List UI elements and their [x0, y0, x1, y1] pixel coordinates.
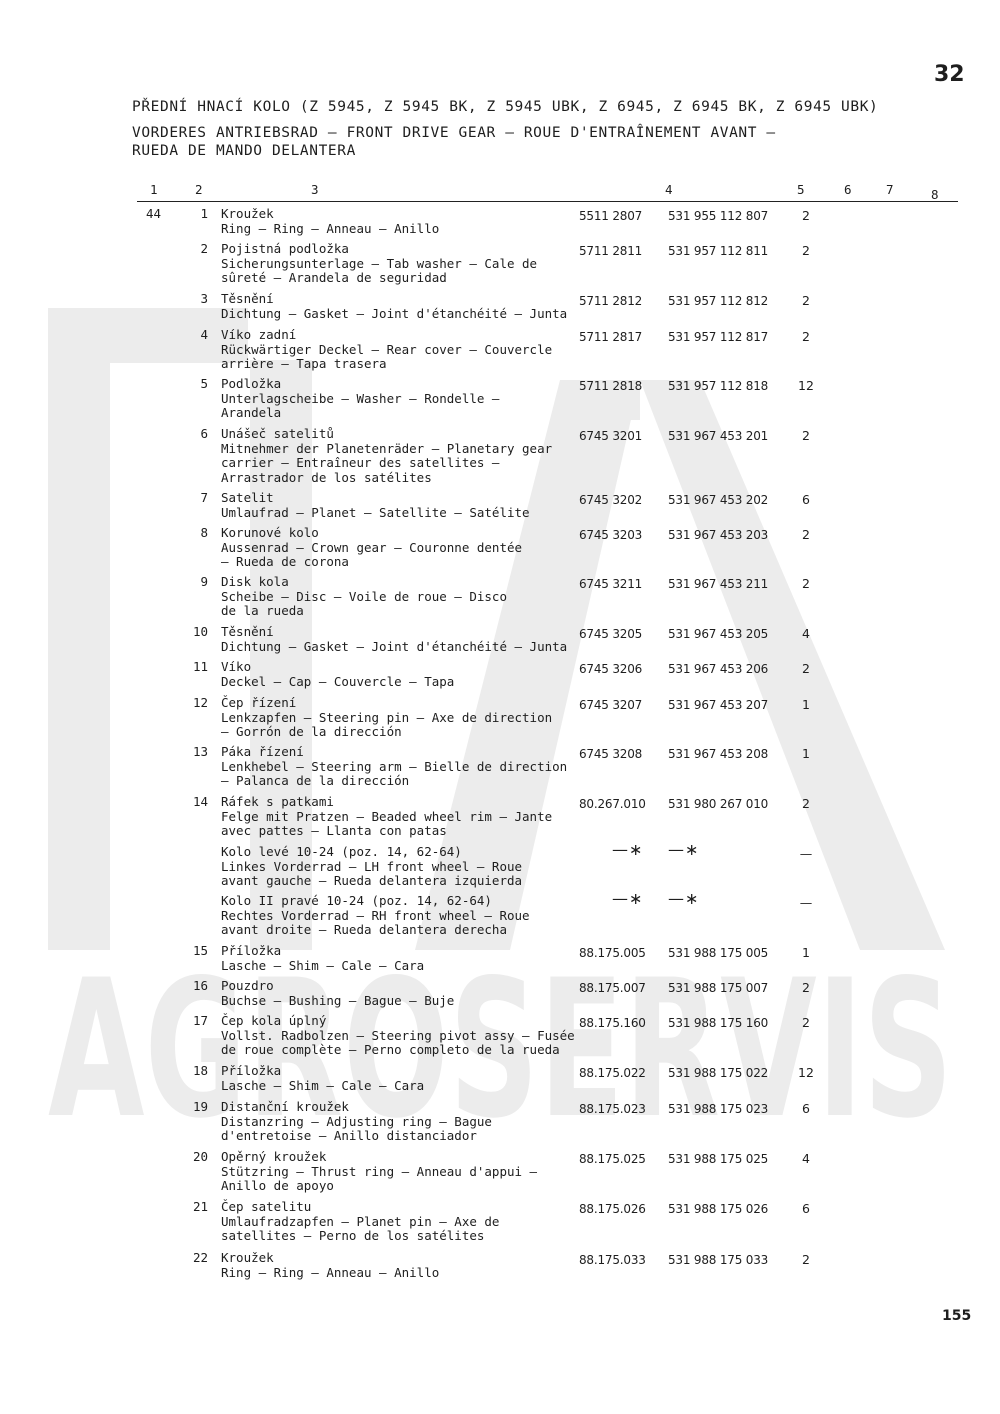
part-description-line: Opěrný kroužek: [221, 1149, 327, 1164]
part-description: [221, 207, 573, 236]
part-description-line: Ring — Ring — Anneau — Anillo: [221, 1264, 440, 1280]
part-position: 12: [192, 695, 208, 710]
part-description: [221, 1014, 573, 1058]
part-code: 5711 2818: [579, 379, 643, 393]
part-description-line: Víko: [221, 659, 252, 674]
part-quantity: 12: [798, 1065, 814, 1080]
part-description: [221, 696, 573, 740]
part-description-line: Unterlagscheibe — Washer — Rondelle —: [221, 390, 500, 406]
part-description-line: Čep řízení: [221, 695, 297, 710]
part-description-line: Dichtung — Gasket — Joint d'étanchéité — Junta: [221, 305, 568, 321]
part-description-line: — Gorrón de la dirección: [221, 724, 402, 739]
part-description-line: Rückwärtiger Deckel — Rear cover — Couvercle: [221, 341, 553, 357]
part-description-line: Příložka: [221, 943, 282, 958]
part-description: [221, 328, 573, 372]
part-code: 6745 3203: [579, 528, 643, 542]
part-description: [221, 894, 573, 938]
part-position: 13: [192, 744, 208, 759]
column-header-3: 3: [311, 182, 319, 197]
part-position: 17: [192, 1013, 208, 1028]
part-description-line: Mitnehmer der Planetenräder — Planetary gear: [221, 440, 553, 456]
part-position: 19: [192, 1099, 208, 1114]
part-description-line: Unášeč satelitů: [221, 426, 334, 441]
part-description-line: Lenkhebel — Steering arm — Bielle de direction: [221, 758, 568, 774]
part-catalog-number: 531 988 175 160: [668, 1016, 769, 1030]
part-description: [221, 1200, 573, 1244]
part-description-line: Podložka: [221, 376, 282, 391]
watermark-text: AGROSERVIS: [48, 939, 953, 1160]
part-catalog-number: 531 988 175 025: [668, 1152, 769, 1166]
part-position: 16: [192, 978, 208, 993]
part-position: 9: [200, 574, 208, 589]
part-description: [221, 1251, 573, 1280]
part-position: 11: [192, 659, 208, 674]
part-quantity: 2: [802, 1015, 810, 1030]
part-description: [221, 845, 573, 889]
part-description-line: Lenkzapfen — Steering pin — Axe de direction: [221, 709, 553, 725]
part-catalog-number: 531 988 175 005: [668, 946, 769, 960]
part-description: [221, 427, 573, 485]
part-description-line: arrière — Tapa trasera: [221, 356, 387, 371]
part-description-line: Dichtung — Gasket — Joint d'étanchéité — Junta: [221, 638, 568, 654]
part-description-line: Lasche — Shim — Cale — Cara: [221, 1077, 425, 1093]
part-code: 88.175.026: [579, 1202, 646, 1216]
column-header-5: 5: [797, 182, 805, 197]
part-catalog-number: 531 967 453 205: [668, 627, 769, 641]
footer-page-number: 155: [942, 1308, 972, 1324]
part-code: 6745 3206: [579, 662, 643, 676]
part-code: 88.175.022: [579, 1066, 646, 1080]
part-code: 6745 3208: [579, 747, 643, 761]
part-description-line: avec pattes — Llanta con patas: [221, 823, 447, 838]
part-description-line: Těsnění: [221, 291, 274, 306]
part-quantity: 6: [802, 1101, 810, 1116]
part-description-line: sûreté — Arandela de seguridad: [221, 270, 447, 285]
part-code: 88.175.033: [579, 1253, 646, 1267]
part-code: 80.267.010: [579, 797, 646, 811]
part-code: 6745 3211: [579, 577, 643, 591]
column-header-1: 1: [150, 182, 158, 197]
part-description-line: avant gauche — Rueda delantera izquierda: [221, 873, 523, 888]
part-description-line: Rechtes Vorderrad — RH front wheel — Roue: [221, 907, 530, 923]
part-description: [221, 625, 573, 654]
part-quantity: 2: [802, 208, 810, 223]
group-number: 44: [146, 206, 162, 221]
header-rule: [137, 201, 958, 202]
part-code: 5511 2807: [579, 209, 643, 223]
part-catalog-number: —∗: [668, 889, 700, 908]
part-quantity: 6: [802, 1201, 810, 1216]
part-description-line: Těsnění: [221, 624, 274, 639]
part-description-line: Čep kola úplný: [221, 1013, 327, 1028]
part-description-line: Distanční kroužek: [221, 1099, 349, 1114]
part-position: 8: [200, 525, 208, 540]
part-quantity: 2: [802, 329, 810, 344]
part-description-line: Páka řízení: [221, 744, 304, 759]
part-position: 7: [200, 490, 208, 505]
part-description-line: avant droite — Rueda delantera derecha: [221, 922, 507, 937]
part-description-line: Příložka: [221, 1063, 282, 1078]
title-spanish: RUEDA DE MANDO DELANTERA: [132, 143, 356, 159]
part-position: 6: [200, 426, 208, 441]
part-description-line: Felge mit Pratzen — Beaded wheel rim — Jante: [221, 808, 553, 824]
part-catalog-number: 531 967 453 201: [668, 429, 769, 443]
part-catalog-number: 531 980 267 010: [668, 797, 769, 811]
part-catalog-number: 531 957 112 812: [668, 294, 769, 308]
part-description-line: Kroužek: [221, 206, 274, 221]
part-quantity: 2: [802, 243, 810, 258]
part-position: 4: [200, 327, 208, 342]
part-description: [221, 1064, 573, 1093]
part-description-line: Buchse — Bushing — Bague — Buje: [221, 992, 455, 1008]
part-code: 5711 2817: [579, 330, 643, 344]
part-catalog-number: 531 955 112 807: [668, 209, 769, 223]
part-description-line: Sicherungsunterlage — Tab washer — Cale de: [221, 255, 538, 271]
part-code: 6745 3207: [579, 698, 643, 712]
part-description: [221, 575, 573, 619]
part-description-line: — Palanca de la dirección: [221, 773, 410, 788]
part-catalog-number: 531 988 175 033: [668, 1253, 769, 1267]
part-code: 88.175.007: [579, 981, 646, 995]
part-position: 18: [192, 1063, 208, 1078]
column-header-6: 6: [844, 182, 852, 197]
part-description-line: Deckel — Cap — Couvercle — Tapa: [221, 673, 455, 689]
part-code: —∗: [612, 889, 644, 908]
part-catalog-number: —∗: [668, 840, 700, 859]
part-description-line: Korunové kolo: [221, 525, 319, 540]
part-catalog-number: 531 957 112 811: [668, 244, 769, 258]
part-quantity: 2: [802, 428, 810, 443]
part-description-line: Kroužek: [221, 1250, 274, 1265]
part-catalog-number: 531 967 453 206: [668, 662, 769, 676]
part-description-line: Satelit: [221, 490, 274, 505]
part-description: [221, 1100, 573, 1144]
part-description: [221, 795, 573, 839]
part-description-line: Kolo II pravé 10-24 (poz. 14, 62-64): [221, 893, 492, 908]
part-quantity: 1: [802, 697, 810, 712]
column-header-8: 8: [931, 187, 939, 202]
part-description-line: Ráfek s patkami: [221, 794, 334, 809]
part-description-line: Umlaufradzapfen — Planet pin — Axe de: [221, 1213, 500, 1229]
part-position: 1: [200, 206, 208, 221]
part-description-line: Stützring — Thrust ring — Anneau d'appui —: [221, 1163, 538, 1179]
part-description-line: Linkes Vorderrad — LH front wheel — Roue: [221, 858, 523, 874]
part-description: [221, 979, 573, 1008]
part-description-line: de roue complète — Perno completo de la rueda: [221, 1042, 560, 1057]
part-position: 2: [200, 241, 208, 256]
part-code: 6745 3201: [579, 429, 643, 443]
column-header-2: 2: [195, 182, 203, 197]
part-code: 88.175.025: [579, 1152, 646, 1166]
part-catalog-number: 531 988 175 022: [668, 1066, 769, 1080]
part-code: 5711 2812: [579, 294, 643, 308]
part-quantity: 2: [802, 527, 810, 542]
part-description: [221, 491, 573, 520]
part-description: [221, 660, 573, 689]
part-code: 5711 2811: [579, 244, 643, 258]
part-position: 21: [192, 1199, 208, 1214]
part-description-line: d'entretoise — Anillo distanciador: [221, 1128, 477, 1143]
part-description: [221, 292, 573, 321]
part-description-line: Aussenrad — Crown gear — Couronne dentée: [221, 539, 523, 555]
part-quantity: 2: [802, 576, 810, 591]
part-description-line: Arrastrador de los satélites: [221, 469, 432, 485]
part-description-line: Vollst. Radbolzen — Steering pivot assy — Fusée: [221, 1027, 575, 1043]
part-quantity: 2: [802, 796, 810, 811]
part-catalog-number: 531 957 112 818: [668, 379, 769, 393]
part-position: 10: [192, 624, 208, 639]
part-position: 5: [200, 376, 208, 391]
part-description-line: Arandela: [221, 405, 282, 420]
part-position: 14: [192, 794, 208, 809]
part-code: 88.175.005: [579, 946, 646, 960]
part-description-line: de la rueda: [221, 603, 304, 618]
part-description-line: Víko zadní: [221, 327, 297, 342]
part-description-line: Čep satelitu: [221, 1199, 312, 1214]
column-header-7: 7: [886, 182, 894, 197]
part-catalog-number: 531 957 112 817: [668, 330, 769, 344]
part-description-line: Ring — Ring — Anneau — Anillo: [221, 220, 440, 236]
part-quantity: 4: [802, 626, 810, 641]
part-catalog-number: 531 967 453 202: [668, 493, 769, 507]
part-code: 6745 3202: [579, 493, 643, 507]
part-quantity: —: [799, 846, 813, 861]
part-description: [221, 745, 573, 789]
part-code: 88.175.023: [579, 1102, 646, 1116]
part-catalog-number: 531 967 453 207: [668, 698, 769, 712]
part-position: 15: [192, 943, 208, 958]
title-czech: PŘEDNÍ HNACÍ KOLO (Z 5945, Z 5945 BK, Z 5945 UBK, Z 6945, Z 6945 BK, Z 6945 UBK): [132, 99, 879, 115]
title-translations: VORDERES ANTRIEBSRAD — FRONT DRIVE GEAR — ROUE D'ENTRAÎNEMENT AVANT —: [132, 125, 776, 141]
part-catalog-number: 531 967 453 211: [668, 577, 769, 591]
part-position: 20: [192, 1149, 208, 1164]
part-description: [221, 377, 573, 421]
part-position: 3: [200, 291, 208, 306]
part-quantity: —: [799, 895, 813, 910]
part-position: 22: [192, 1250, 208, 1265]
part-quantity: 1: [802, 746, 810, 761]
part-quantity: 2: [802, 661, 810, 676]
part-description-line: Anillo de apoyo: [221, 1178, 334, 1193]
part-code: 6745 3205: [579, 627, 643, 641]
part-catalog-number: 531 967 453 208: [668, 747, 769, 761]
part-description: [221, 526, 573, 570]
part-description-line: satellites — Perno de los satélites: [221, 1228, 485, 1243]
page-number: 32: [934, 62, 965, 87]
part-catalog-number: 531 988 175 023: [668, 1102, 769, 1116]
part-description: [221, 242, 573, 286]
part-description-line: Distanzring — Adjusting ring — Bague: [221, 1113, 492, 1129]
part-quantity: 4: [802, 1151, 810, 1166]
part-quantity: 12: [798, 378, 814, 393]
part-description-line: Disk kola: [221, 574, 289, 589]
part-quantity: 2: [802, 980, 810, 995]
part-description-line: Kolo levé 10-24 (poz. 14, 62-64): [221, 844, 462, 859]
part-description: [221, 944, 573, 973]
part-description-line: Pouzdro: [221, 978, 274, 993]
part-quantity: 1: [802, 945, 810, 960]
part-description-line: carrier — Entraîneur des satellites —: [221, 455, 500, 470]
part-catalog-number: 531 988 175 026: [668, 1202, 769, 1216]
part-description-line: Pojistná podložka: [221, 241, 349, 256]
part-quantity: 2: [802, 1252, 810, 1267]
part-description: [221, 1150, 573, 1194]
part-code: —∗: [612, 840, 644, 859]
part-description-line: Umlaufrad — Planet — Satellite — Satélite: [221, 504, 530, 520]
part-catalog-number: 531 967 453 203: [668, 528, 769, 542]
column-header-4: 4: [665, 182, 673, 197]
part-quantity: 6: [802, 492, 810, 507]
part-description-line: Scheibe — Disc — Voile de roue — Disco: [221, 588, 507, 604]
part-quantity: 2: [802, 293, 810, 308]
part-description-line: — Rueda de corona: [221, 554, 349, 569]
part-description-line: Lasche — Shim — Cale — Cara: [221, 957, 425, 973]
part-code: 88.175.160: [579, 1016, 646, 1030]
part-catalog-number: 531 988 175 007: [668, 981, 769, 995]
